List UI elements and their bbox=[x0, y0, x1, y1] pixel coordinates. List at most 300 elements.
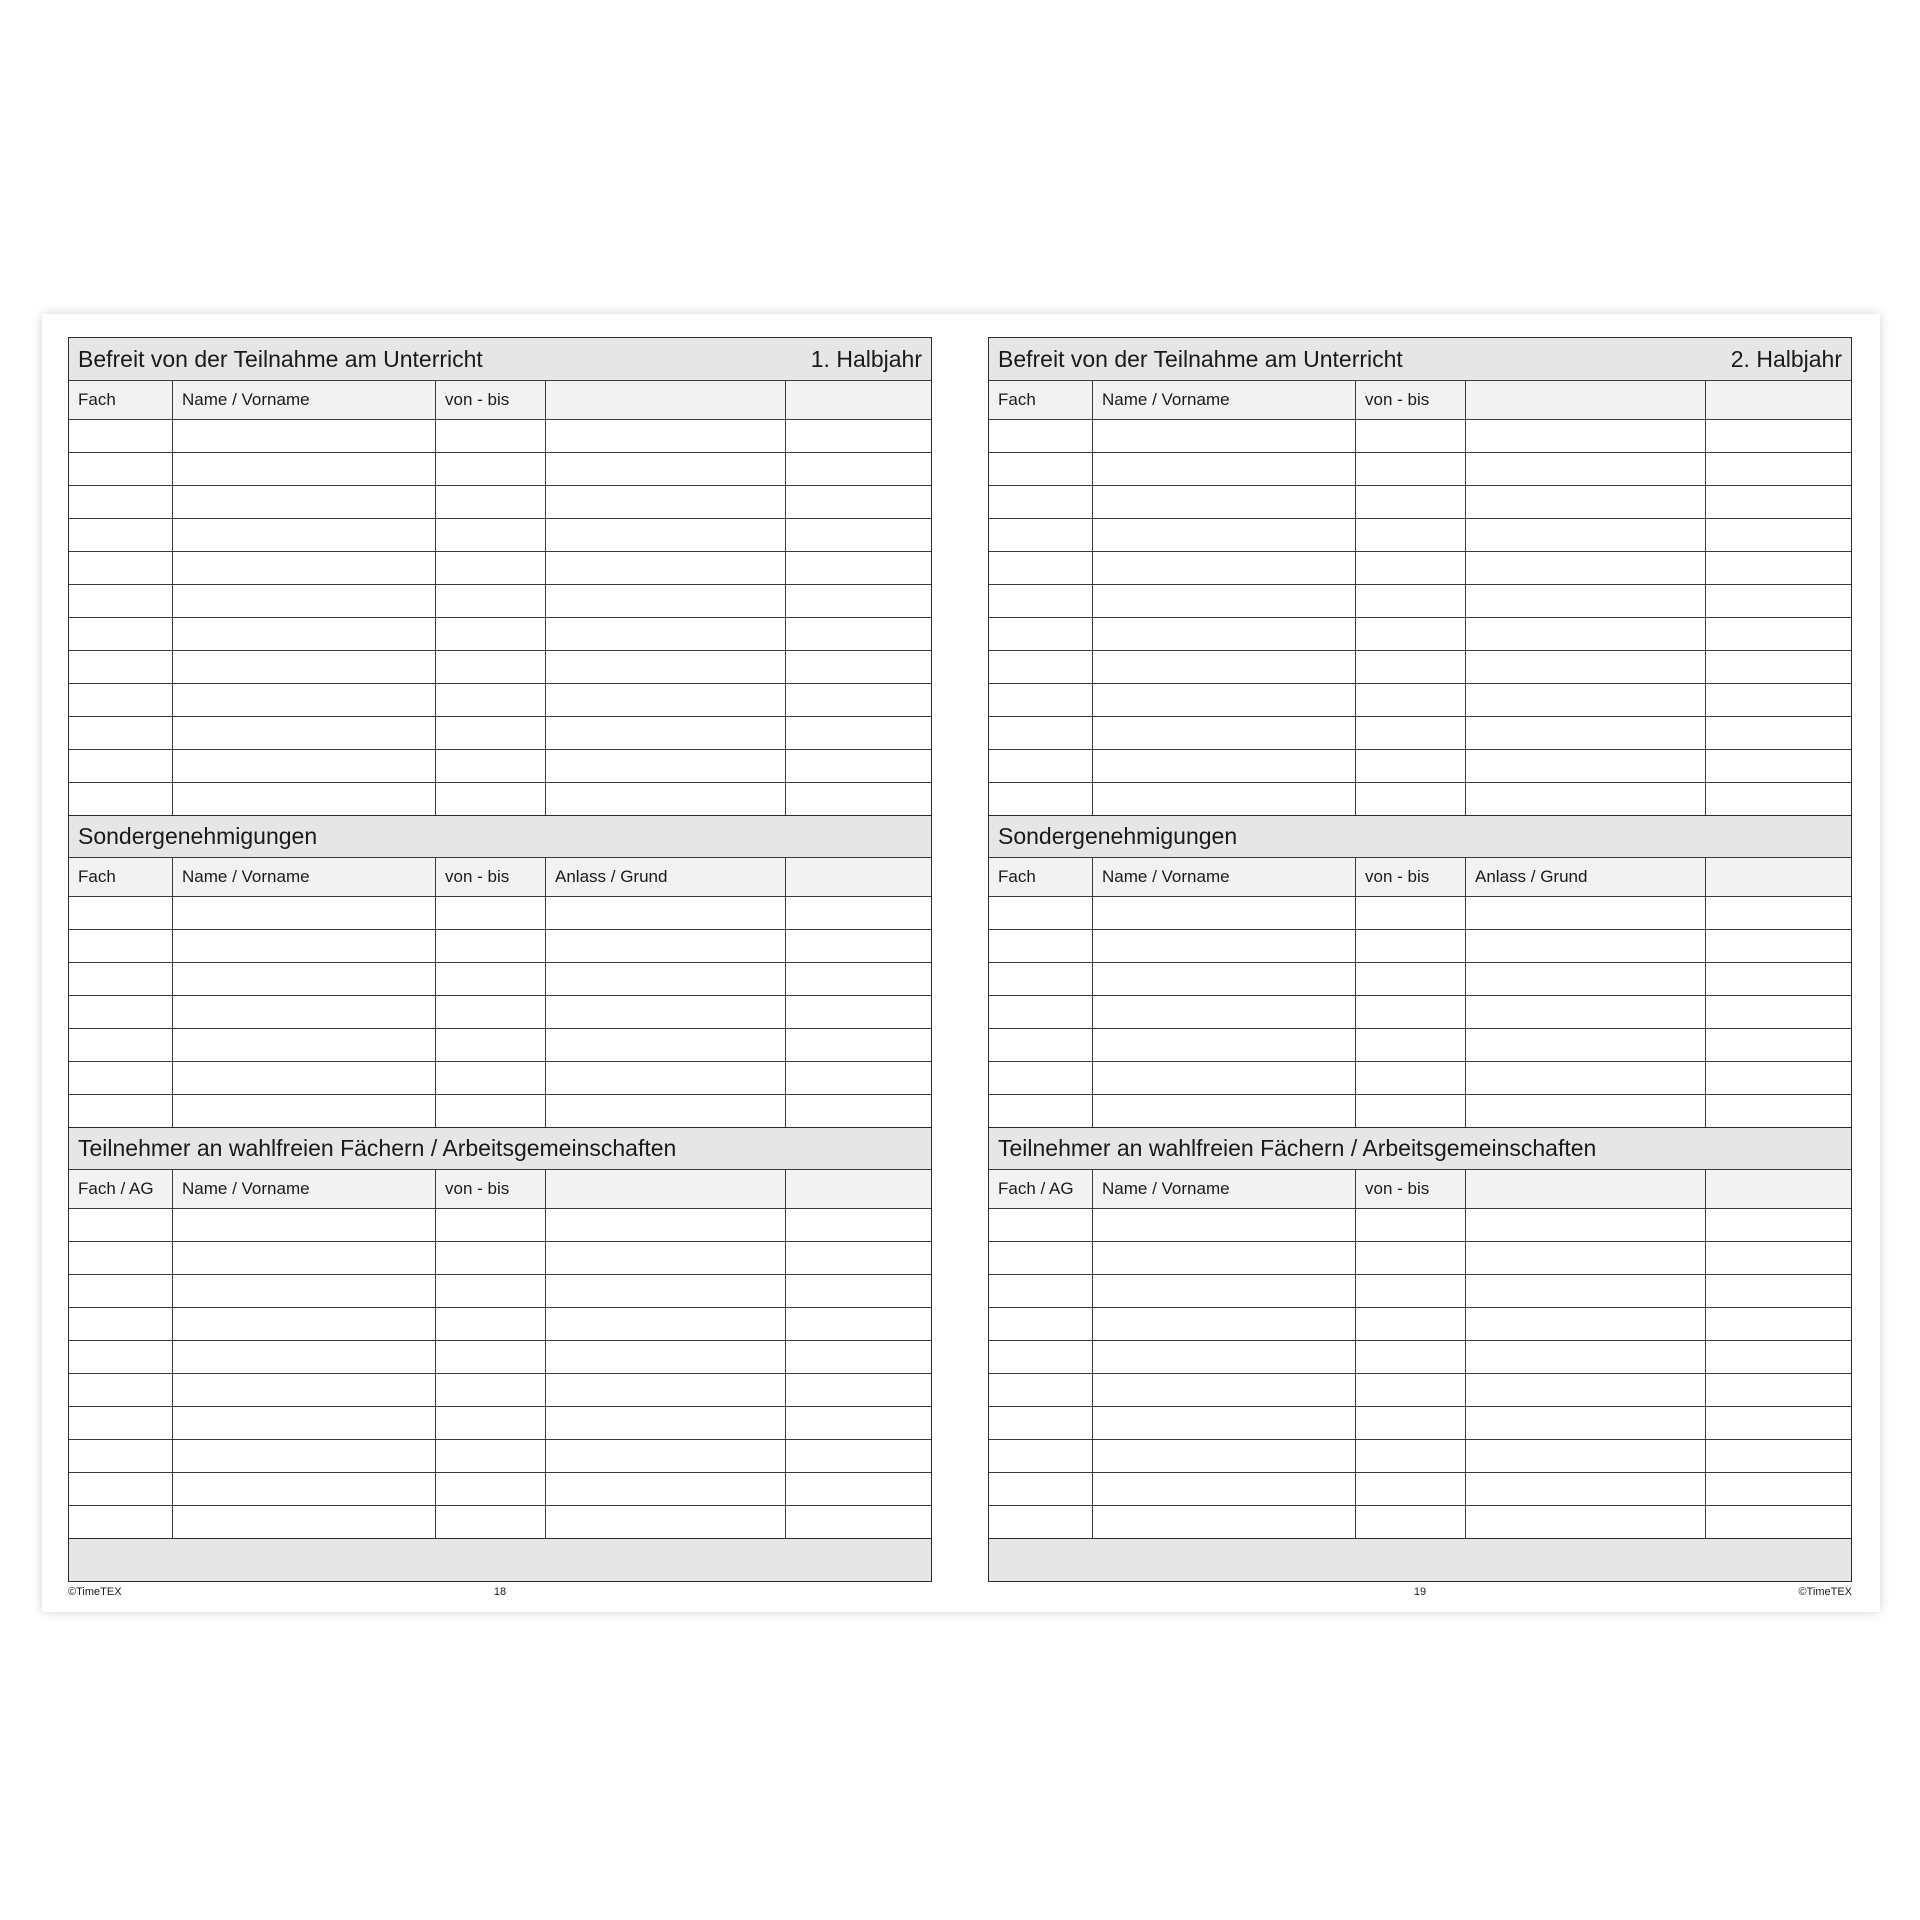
table-cell[interactable] bbox=[1092, 1374, 1355, 1406]
table-cell[interactable] bbox=[545, 684, 785, 716]
table-cell[interactable] bbox=[989, 1095, 1092, 1127]
table-cell[interactable] bbox=[172, 453, 435, 485]
table-cell[interactable] bbox=[989, 1473, 1092, 1505]
table-cell[interactable] bbox=[545, 717, 785, 749]
table-cell[interactable] bbox=[1092, 486, 1355, 518]
table-cell[interactable] bbox=[1705, 1341, 1851, 1373]
table-cell[interactable] bbox=[1092, 1506, 1355, 1538]
table-cell[interactable] bbox=[1465, 750, 1705, 782]
table-cell[interactable] bbox=[1465, 519, 1705, 551]
table-cell[interactable] bbox=[172, 651, 435, 683]
table-cell[interactable] bbox=[1705, 519, 1851, 551]
table-cell[interactable] bbox=[1705, 684, 1851, 716]
table-cell[interactable] bbox=[69, 585, 172, 617]
table-cell[interactable] bbox=[989, 684, 1092, 716]
table-cell[interactable] bbox=[1355, 996, 1465, 1028]
table-cell[interactable] bbox=[545, 1242, 785, 1274]
table-cell[interactable] bbox=[989, 420, 1092, 452]
table-cell[interactable] bbox=[172, 486, 435, 518]
table-cell[interactable] bbox=[1355, 1308, 1465, 1340]
table-cell[interactable] bbox=[785, 1242, 931, 1274]
table-cell[interactable] bbox=[435, 897, 545, 929]
table-cell[interactable] bbox=[785, 1374, 931, 1406]
table-cell[interactable] bbox=[1092, 1242, 1355, 1274]
table-cell[interactable] bbox=[785, 453, 931, 485]
table-cell[interactable] bbox=[545, 1506, 785, 1538]
table-cell[interactable] bbox=[1705, 783, 1851, 815]
table-cell[interactable] bbox=[989, 585, 1092, 617]
page-number: 18 bbox=[493, 1586, 507, 1598]
table-cell[interactable] bbox=[785, 552, 931, 584]
table-cell[interactable] bbox=[435, 1506, 545, 1538]
table-cell[interactable] bbox=[1705, 1308, 1851, 1340]
table-cell[interactable] bbox=[1465, 963, 1705, 995]
table-cell[interactable] bbox=[1705, 420, 1851, 452]
table-cell[interactable] bbox=[172, 717, 435, 749]
table-cell[interactable] bbox=[69, 996, 172, 1028]
table-cell[interactable] bbox=[69, 750, 172, 782]
table-cell[interactable] bbox=[989, 1209, 1092, 1241]
table-cell[interactable] bbox=[1465, 1242, 1705, 1274]
table-cell[interactable] bbox=[435, 1374, 545, 1406]
table-cell[interactable] bbox=[1092, 1440, 1355, 1472]
table-cell[interactable] bbox=[1465, 1407, 1705, 1439]
table-cell[interactable] bbox=[1465, 1029, 1705, 1061]
table-cell[interactable] bbox=[172, 930, 435, 962]
table-cell[interactable] bbox=[172, 1095, 435, 1127]
table-cell[interactable] bbox=[172, 1374, 435, 1406]
table-cell[interactable] bbox=[69, 519, 172, 551]
table-cell[interactable] bbox=[69, 1242, 172, 1274]
table-cell[interactable] bbox=[172, 684, 435, 716]
table-cell[interactable] bbox=[1092, 963, 1355, 995]
table-cell[interactable] bbox=[172, 1308, 435, 1340]
table-cell[interactable] bbox=[1092, 684, 1355, 716]
table-cell[interactable] bbox=[435, 963, 545, 995]
table-cell[interactable] bbox=[1705, 552, 1851, 584]
table-cell[interactable] bbox=[1092, 996, 1355, 1028]
table-cell[interactable] bbox=[785, 684, 931, 716]
table-cell[interactable] bbox=[172, 1242, 435, 1274]
table-cell[interactable] bbox=[1465, 996, 1705, 1028]
table-cell[interactable] bbox=[435, 1275, 545, 1307]
table-cell[interactable] bbox=[435, 750, 545, 782]
table-cell[interactable] bbox=[1355, 1095, 1465, 1127]
table-row bbox=[989, 1208, 1851, 1241]
table-cell[interactable] bbox=[1465, 486, 1705, 518]
table-cell[interactable] bbox=[69, 1407, 172, 1439]
table-cell[interactable] bbox=[69, 486, 172, 518]
table-cell[interactable] bbox=[1705, 1407, 1851, 1439]
table-cell[interactable] bbox=[1092, 1275, 1355, 1307]
table-cell[interactable] bbox=[545, 1473, 785, 1505]
column-header: Name / Vorname bbox=[1092, 858, 1355, 896]
table-cell[interactable] bbox=[172, 897, 435, 929]
table-cell[interactable] bbox=[545, 585, 785, 617]
table-cell[interactable] bbox=[1092, 1473, 1355, 1505]
table-cell[interactable] bbox=[435, 1341, 545, 1373]
table-cell[interactable] bbox=[435, 717, 545, 749]
table-cell[interactable] bbox=[989, 1029, 1092, 1061]
table-cell[interactable] bbox=[69, 1062, 172, 1094]
table-cell[interactable] bbox=[1465, 783, 1705, 815]
table-cell[interactable] bbox=[545, 750, 785, 782]
table-cell[interactable] bbox=[1465, 717, 1705, 749]
table-cell[interactable] bbox=[785, 486, 931, 518]
table-cell[interactable] bbox=[1705, 486, 1851, 518]
table-cell[interactable] bbox=[435, 1095, 545, 1127]
table-cell[interactable] bbox=[785, 1440, 931, 1472]
table-cell[interactable] bbox=[1355, 963, 1465, 995]
table-cell[interactable] bbox=[69, 1440, 172, 1472]
table-cell[interactable] bbox=[989, 996, 1092, 1028]
table-cell[interactable] bbox=[435, 420, 545, 452]
table-cell[interactable] bbox=[1355, 1029, 1465, 1061]
table-cell[interactable] bbox=[989, 453, 1092, 485]
table-cell[interactable] bbox=[989, 1308, 1092, 1340]
table-row bbox=[989, 1505, 1851, 1538]
table-cell[interactable] bbox=[785, 1473, 931, 1505]
table-cell[interactable] bbox=[1705, 1209, 1851, 1241]
table-cell[interactable] bbox=[1355, 783, 1465, 815]
table-cell[interactable] bbox=[1355, 1374, 1465, 1406]
table-cell[interactable] bbox=[435, 783, 545, 815]
table-cell[interactable] bbox=[545, 963, 785, 995]
table-cell[interactable] bbox=[1705, 1506, 1851, 1538]
table-cell[interactable] bbox=[989, 618, 1092, 650]
table-cell[interactable] bbox=[435, 1242, 545, 1274]
table-cell[interactable] bbox=[785, 1095, 931, 1127]
table-cell[interactable] bbox=[545, 552, 785, 584]
table-cell[interactable] bbox=[1465, 552, 1705, 584]
table-cell[interactable] bbox=[1465, 1473, 1705, 1505]
table-cell[interactable] bbox=[1465, 618, 1705, 650]
table-cell[interactable] bbox=[989, 519, 1092, 551]
table-cell[interactable] bbox=[1465, 1095, 1705, 1127]
table-cell[interactable] bbox=[545, 1209, 785, 1241]
table-cell[interactable] bbox=[172, 552, 435, 584]
table-cell[interactable] bbox=[989, 1374, 1092, 1406]
table-cell[interactable] bbox=[545, 1275, 785, 1307]
table-cell[interactable] bbox=[989, 1440, 1092, 1472]
table-cell[interactable] bbox=[1092, 618, 1355, 650]
table-cell[interactable] bbox=[1705, 897, 1851, 929]
table-cell[interactable] bbox=[785, 651, 931, 683]
table-cell[interactable] bbox=[1355, 1242, 1465, 1274]
table-cell[interactable] bbox=[1092, 585, 1355, 617]
table-cell[interactable] bbox=[785, 1308, 931, 1340]
table-cell[interactable] bbox=[545, 1029, 785, 1061]
table-cell[interactable] bbox=[69, 1374, 172, 1406]
table-cell[interactable] bbox=[1355, 519, 1465, 551]
table-cell[interactable] bbox=[1355, 1275, 1465, 1307]
table-cell[interactable] bbox=[545, 651, 785, 683]
table-cell[interactable] bbox=[172, 1506, 435, 1538]
table-cell[interactable] bbox=[1092, 717, 1355, 749]
table-cell[interactable] bbox=[1705, 963, 1851, 995]
table-cell[interactable] bbox=[1355, 1209, 1465, 1241]
table-cell[interactable] bbox=[989, 552, 1092, 584]
table-cell[interactable] bbox=[785, 750, 931, 782]
table-cell[interactable] bbox=[1355, 897, 1465, 929]
table-cell[interactable] bbox=[172, 420, 435, 452]
table-cell[interactable] bbox=[172, 618, 435, 650]
table-cell[interactable] bbox=[1465, 420, 1705, 452]
table-cell[interactable] bbox=[785, 519, 931, 551]
table-cell[interactable] bbox=[1092, 420, 1355, 452]
table-cell[interactable] bbox=[69, 1275, 172, 1307]
table-cell[interactable] bbox=[69, 1473, 172, 1505]
table-cell[interactable] bbox=[435, 996, 545, 1028]
section-subtitle: 2. Halbjahr bbox=[1730, 345, 1842, 372]
table-cell[interactable] bbox=[172, 1275, 435, 1307]
table-cell[interactable] bbox=[1465, 651, 1705, 683]
column-header bbox=[785, 1170, 931, 1208]
table-cell[interactable] bbox=[1705, 1242, 1851, 1274]
table-cell[interactable] bbox=[1705, 1029, 1851, 1061]
table-cell[interactable] bbox=[172, 1341, 435, 1373]
table-cell[interactable] bbox=[1092, 930, 1355, 962]
table-cell[interactable] bbox=[1705, 585, 1851, 617]
table-cell[interactable] bbox=[1465, 1062, 1705, 1094]
table-cell[interactable] bbox=[1355, 1407, 1465, 1439]
table-cell[interactable] bbox=[69, 552, 172, 584]
table-cell[interactable] bbox=[785, 783, 931, 815]
table-cell[interactable] bbox=[989, 717, 1092, 749]
table-cell[interactable] bbox=[435, 651, 545, 683]
table-cell[interactable] bbox=[1705, 618, 1851, 650]
table-cell[interactable] bbox=[785, 1062, 931, 1094]
table-cell[interactable] bbox=[69, 897, 172, 929]
table-cell[interactable] bbox=[785, 618, 931, 650]
table-cell[interactable] bbox=[435, 552, 545, 584]
table-cell[interactable] bbox=[785, 1407, 931, 1439]
table-cell[interactable] bbox=[69, 717, 172, 749]
table-cell[interactable] bbox=[435, 1029, 545, 1061]
table-cell[interactable] bbox=[435, 1473, 545, 1505]
table-cell[interactable] bbox=[69, 420, 172, 452]
table-cell[interactable] bbox=[1355, 1506, 1465, 1538]
table-cell[interactable] bbox=[989, 1506, 1092, 1538]
table-cell[interactable] bbox=[1465, 930, 1705, 962]
table-cell[interactable] bbox=[435, 1407, 545, 1439]
table-cell[interactable] bbox=[545, 420, 785, 452]
table-cell[interactable] bbox=[1355, 552, 1465, 584]
table-cell[interactable] bbox=[1705, 930, 1851, 962]
table-cell[interactable] bbox=[1092, 1308, 1355, 1340]
table-cell[interactable] bbox=[1355, 618, 1465, 650]
table-cell[interactable] bbox=[1092, 1341, 1355, 1373]
table-cell[interactable] bbox=[1355, 750, 1465, 782]
table-cell[interactable] bbox=[435, 1062, 545, 1094]
table-cell[interactable] bbox=[69, 651, 172, 683]
table-cell[interactable] bbox=[172, 963, 435, 995]
table-cell[interactable] bbox=[69, 783, 172, 815]
table-cell[interactable] bbox=[1355, 651, 1465, 683]
table-cell[interactable] bbox=[1092, 651, 1355, 683]
table-cell[interactable] bbox=[69, 1029, 172, 1061]
table-cell[interactable] bbox=[785, 1341, 931, 1373]
table-cell[interactable] bbox=[989, 1062, 1092, 1094]
table-cell[interactable] bbox=[1092, 1407, 1355, 1439]
table-cell[interactable] bbox=[785, 1275, 931, 1307]
table-cell[interactable] bbox=[1465, 453, 1705, 485]
table-cell[interactable] bbox=[1465, 897, 1705, 929]
table-cell[interactable] bbox=[172, 750, 435, 782]
table-cell[interactable] bbox=[435, 453, 545, 485]
table-cell[interactable] bbox=[989, 1275, 1092, 1307]
table-cell[interactable] bbox=[785, 1209, 931, 1241]
table-cell[interactable] bbox=[1465, 585, 1705, 617]
table-cell[interactable] bbox=[1465, 684, 1705, 716]
table-cell[interactable] bbox=[1092, 1095, 1355, 1127]
table-cell[interactable] bbox=[172, 519, 435, 551]
table-cell[interactable] bbox=[172, 1062, 435, 1094]
table-cell[interactable] bbox=[785, 1029, 931, 1061]
table-cell[interactable] bbox=[785, 717, 931, 749]
table-cell[interactable] bbox=[545, 1062, 785, 1094]
table-cell[interactable] bbox=[545, 453, 785, 485]
table-cell[interactable] bbox=[785, 1506, 931, 1538]
table-cell[interactable] bbox=[1465, 1374, 1705, 1406]
table-row bbox=[69, 749, 931, 782]
table-cell[interactable] bbox=[1092, 1209, 1355, 1241]
table-cell[interactable] bbox=[1355, 453, 1465, 485]
table-cell[interactable] bbox=[785, 585, 931, 617]
table-cell[interactable] bbox=[545, 1374, 785, 1406]
table-cell[interactable] bbox=[1705, 1440, 1851, 1472]
table-cell[interactable] bbox=[1705, 1275, 1851, 1307]
table-cell[interactable] bbox=[1465, 1308, 1705, 1340]
table-cell[interactable] bbox=[989, 783, 1092, 815]
table-cell[interactable] bbox=[1355, 684, 1465, 716]
table-cell[interactable] bbox=[545, 1407, 785, 1439]
table-cell[interactable] bbox=[989, 963, 1092, 995]
table-cell[interactable] bbox=[1705, 1095, 1851, 1127]
table-cell[interactable] bbox=[435, 519, 545, 551]
table-cell[interactable] bbox=[545, 519, 785, 551]
table-cell[interactable] bbox=[545, 930, 785, 962]
table-cell[interactable] bbox=[1705, 453, 1851, 485]
column-header: Fach bbox=[998, 390, 1036, 409]
table-cell[interactable] bbox=[172, 1407, 435, 1439]
page-footer bbox=[68, 1584, 932, 1602]
table-cell[interactable] bbox=[435, 1440, 545, 1472]
table-cell[interactable] bbox=[172, 1473, 435, 1505]
table-cell[interactable] bbox=[1092, 519, 1355, 551]
table-cell[interactable] bbox=[69, 618, 172, 650]
table-cell[interactable] bbox=[545, 783, 785, 815]
table-cell[interactable] bbox=[545, 1341, 785, 1373]
table-cell[interactable] bbox=[989, 897, 1092, 929]
table-cell[interactable] bbox=[1355, 930, 1465, 962]
table-cell[interactable] bbox=[172, 1029, 435, 1061]
table-cell[interactable] bbox=[435, 930, 545, 962]
table-cell[interactable] bbox=[1465, 1341, 1705, 1373]
table-cell[interactable] bbox=[69, 1341, 172, 1373]
table-cell[interactable] bbox=[435, 1209, 545, 1241]
table-cell[interactable] bbox=[172, 1440, 435, 1472]
table-cell[interactable] bbox=[1355, 717, 1465, 749]
table-cell[interactable] bbox=[1355, 1473, 1465, 1505]
table-cell[interactable] bbox=[69, 453, 172, 485]
table-cell[interactable] bbox=[1092, 783, 1355, 815]
table-cell[interactable] bbox=[172, 1209, 435, 1241]
section-title-bar bbox=[69, 815, 931, 857]
table-cell[interactable] bbox=[545, 897, 785, 929]
table-cell[interactable] bbox=[69, 1209, 172, 1241]
table-cell[interactable] bbox=[172, 783, 435, 815]
table-cell[interactable] bbox=[545, 996, 785, 1028]
table-cell[interactable] bbox=[1355, 1062, 1465, 1094]
table-cell[interactable] bbox=[989, 1341, 1092, 1373]
table-cell[interactable] bbox=[1092, 897, 1355, 929]
table-cell[interactable] bbox=[989, 1407, 1092, 1439]
table-cell[interactable] bbox=[545, 1440, 785, 1472]
table-cell[interactable] bbox=[1705, 1374, 1851, 1406]
table-cell[interactable] bbox=[69, 1506, 172, 1538]
table-cell[interactable] bbox=[1092, 552, 1355, 584]
table-cell[interactable] bbox=[1465, 1275, 1705, 1307]
table-cell[interactable] bbox=[435, 486, 545, 518]
table-cell[interactable] bbox=[69, 930, 172, 962]
table-cell[interactable] bbox=[1355, 1440, 1465, 1472]
table-cell[interactable] bbox=[1092, 1029, 1355, 1061]
table-cell[interactable] bbox=[1355, 420, 1465, 452]
table-cell[interactable] bbox=[545, 486, 785, 518]
table-cell[interactable] bbox=[1465, 1209, 1705, 1241]
table-cell[interactable] bbox=[1355, 585, 1465, 617]
table-cell[interactable] bbox=[1705, 1473, 1851, 1505]
table-cell[interactable] bbox=[1465, 1440, 1705, 1472]
table-cell[interactable] bbox=[1705, 1062, 1851, 1094]
table-cell[interactable] bbox=[69, 684, 172, 716]
table-cell[interactable] bbox=[1705, 996, 1851, 1028]
table-cell[interactable] bbox=[435, 585, 545, 617]
table-cell[interactable] bbox=[69, 1308, 172, 1340]
table-cell[interactable] bbox=[1092, 1062, 1355, 1094]
table-cell[interactable] bbox=[1355, 486, 1465, 518]
table-cell[interactable] bbox=[435, 684, 545, 716]
table-cell[interactable] bbox=[545, 618, 785, 650]
table-cell[interactable] bbox=[545, 1308, 785, 1340]
table-cell[interactable] bbox=[435, 1308, 545, 1340]
table-cell[interactable] bbox=[1705, 651, 1851, 683]
table-cell[interactable] bbox=[1705, 750, 1851, 782]
table-cell[interactable] bbox=[989, 750, 1092, 782]
table-cell[interactable] bbox=[172, 996, 435, 1028]
table-cell[interactable] bbox=[785, 897, 931, 929]
table-cell[interactable] bbox=[1355, 1341, 1465, 1373]
table-cell[interactable] bbox=[69, 1095, 172, 1127]
table-cell[interactable] bbox=[989, 651, 1092, 683]
table-cell[interactable] bbox=[1465, 1506, 1705, 1538]
table-cell[interactable] bbox=[1092, 750, 1355, 782]
table-cell[interactable] bbox=[989, 1242, 1092, 1274]
table-cell[interactable] bbox=[1092, 453, 1355, 485]
table-cell[interactable] bbox=[69, 963, 172, 995]
table-cell[interactable] bbox=[785, 930, 931, 962]
table-cell[interactable] bbox=[435, 618, 545, 650]
table-cell[interactable] bbox=[785, 420, 931, 452]
table-cell[interactable] bbox=[545, 1095, 785, 1127]
table-cell[interactable] bbox=[989, 486, 1092, 518]
table-cell[interactable] bbox=[785, 996, 931, 1028]
table-cell[interactable] bbox=[785, 963, 931, 995]
table-cell[interactable] bbox=[1705, 717, 1851, 749]
table-cell[interactable] bbox=[172, 585, 435, 617]
table-cell[interactable] bbox=[989, 930, 1092, 962]
